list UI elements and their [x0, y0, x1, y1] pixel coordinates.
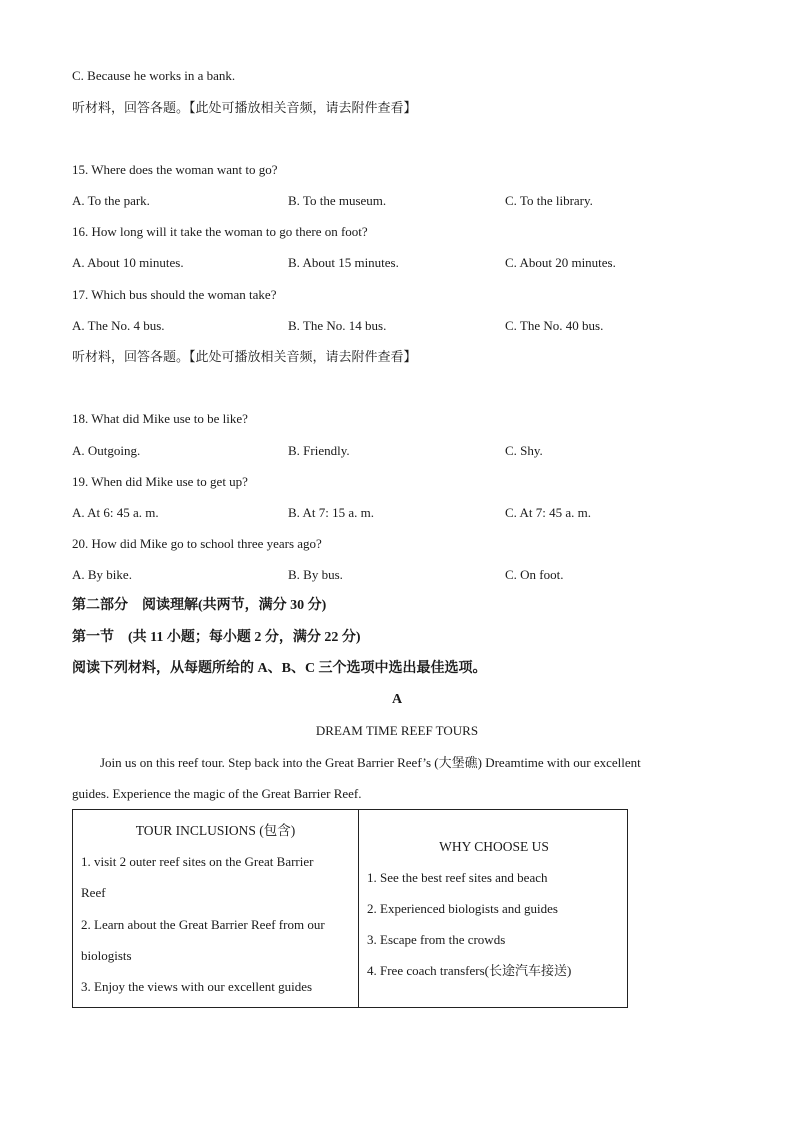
question-18: 18. What did Mike use to be like?: [72, 411, 248, 426]
q20-option-c: C. On foot.: [505, 567, 564, 582]
tour-inclusions-header: TOUR INCLUSIONS (包含): [135, 823, 296, 838]
inclusion-line: 3. Enjoy the views with our excellent guides: [81, 979, 313, 994]
question-20: 20. How did Mike go to school three years ago?: [72, 536, 322, 551]
inclusion-line: Reef: [81, 885, 106, 900]
why-choose-us-header: WHY CHOOSE US: [439, 839, 549, 854]
inclusion-line: 2. Learn about the Great Barrier Reef from our: [81, 917, 325, 932]
why-choose-us-cell: [359, 810, 628, 1008]
q17-option-a: A. The No. 4 bus.: [72, 318, 165, 333]
inclusion-line: biologists: [81, 948, 132, 963]
passage-intro-line-1: Join us on this reef tour. Step back into the Great Barrier Reef’s (大堡礁) Dreamtime with our excellent: [100, 755, 641, 770]
q16-option-b: B. About 15 minutes.: [288, 255, 399, 270]
question-16: 16. How long will it take the woman to go there on foot?: [72, 224, 368, 239]
q15-option-a: A. To the park.: [72, 193, 150, 208]
question-15: 15. Where does the woman want to go?: [72, 162, 278, 177]
reason-line: 1. See the best reef sites and beach: [367, 870, 548, 885]
passage-intro-line-2: guides. Experience the magic of the Great Barrier Reef.: [72, 786, 362, 801]
reason-line: 4. Free coach transfers(长途汽车接送): [367, 963, 572, 978]
listening-instruction-1: 听材料，回答各题。【此处可播放相关音频，请去附件查看】: [72, 100, 417, 115]
q17-option-b: B. The No. 14 bus.: [288, 318, 387, 333]
q18-option-a: A. Outgoing.: [72, 443, 141, 458]
passage-title: DREAM TIME REEF TOURS: [315, 723, 479, 738]
question-19: 19. When did Mike use to get up?: [72, 474, 248, 489]
part2-heading: 第二部分 阅读理解(共两节，满分 30 分): [72, 598, 327, 613]
passage-letter: A: [391, 692, 403, 707]
tour-info-table: [72, 809, 628, 1008]
reason-line: 2. Experienced biologists and guides: [367, 901, 558, 916]
section1-heading: 第一节 (共 11 小题；每小题 2 分，满分 22 分): [72, 630, 361, 645]
listening-instruction-2: 听材料，回答各题。【此处可播放相关音频，请去附件查看】: [72, 349, 417, 364]
q19-option-b: B. At 7: 15 a. m.: [288, 505, 374, 520]
q18-option-c: C. Shy.: [505, 443, 543, 458]
q18-option-b: B. Friendly.: [288, 443, 350, 458]
q16-option-c: C. About 20 minutes.: [505, 255, 616, 270]
q20-option-a: A. By bike.: [72, 567, 132, 582]
reason-line: 3. Escape from the crowds: [367, 932, 506, 947]
q15-option-c: C. To the library.: [505, 193, 593, 208]
q17-option-c: C. The No. 40 bus.: [505, 318, 604, 333]
q16-option-a: A. About 10 minutes.: [72, 255, 184, 270]
tour-inclusions-cell: [73, 810, 359, 1008]
q19-option-a: A. At 6: 45 a. m.: [72, 505, 159, 520]
q15-option-b: B. To the museum.: [288, 193, 387, 208]
inclusion-line: 1. visit 2 outer reef sites on the Great Barrier: [81, 854, 314, 869]
q20-option-b: B. By bus.: [288, 567, 343, 582]
q19-option-c: C. At 7: 45 a. m.: [505, 505, 591, 520]
question-17: 17. Which bus should the woman take?: [72, 287, 277, 302]
q14-option-c: C. Because he works in a bank.: [72, 68, 236, 83]
reading-instruction: 阅读下列材料，从每题所给的 A、B、C 三个选项中选出最佳选项。: [72, 661, 487, 676]
